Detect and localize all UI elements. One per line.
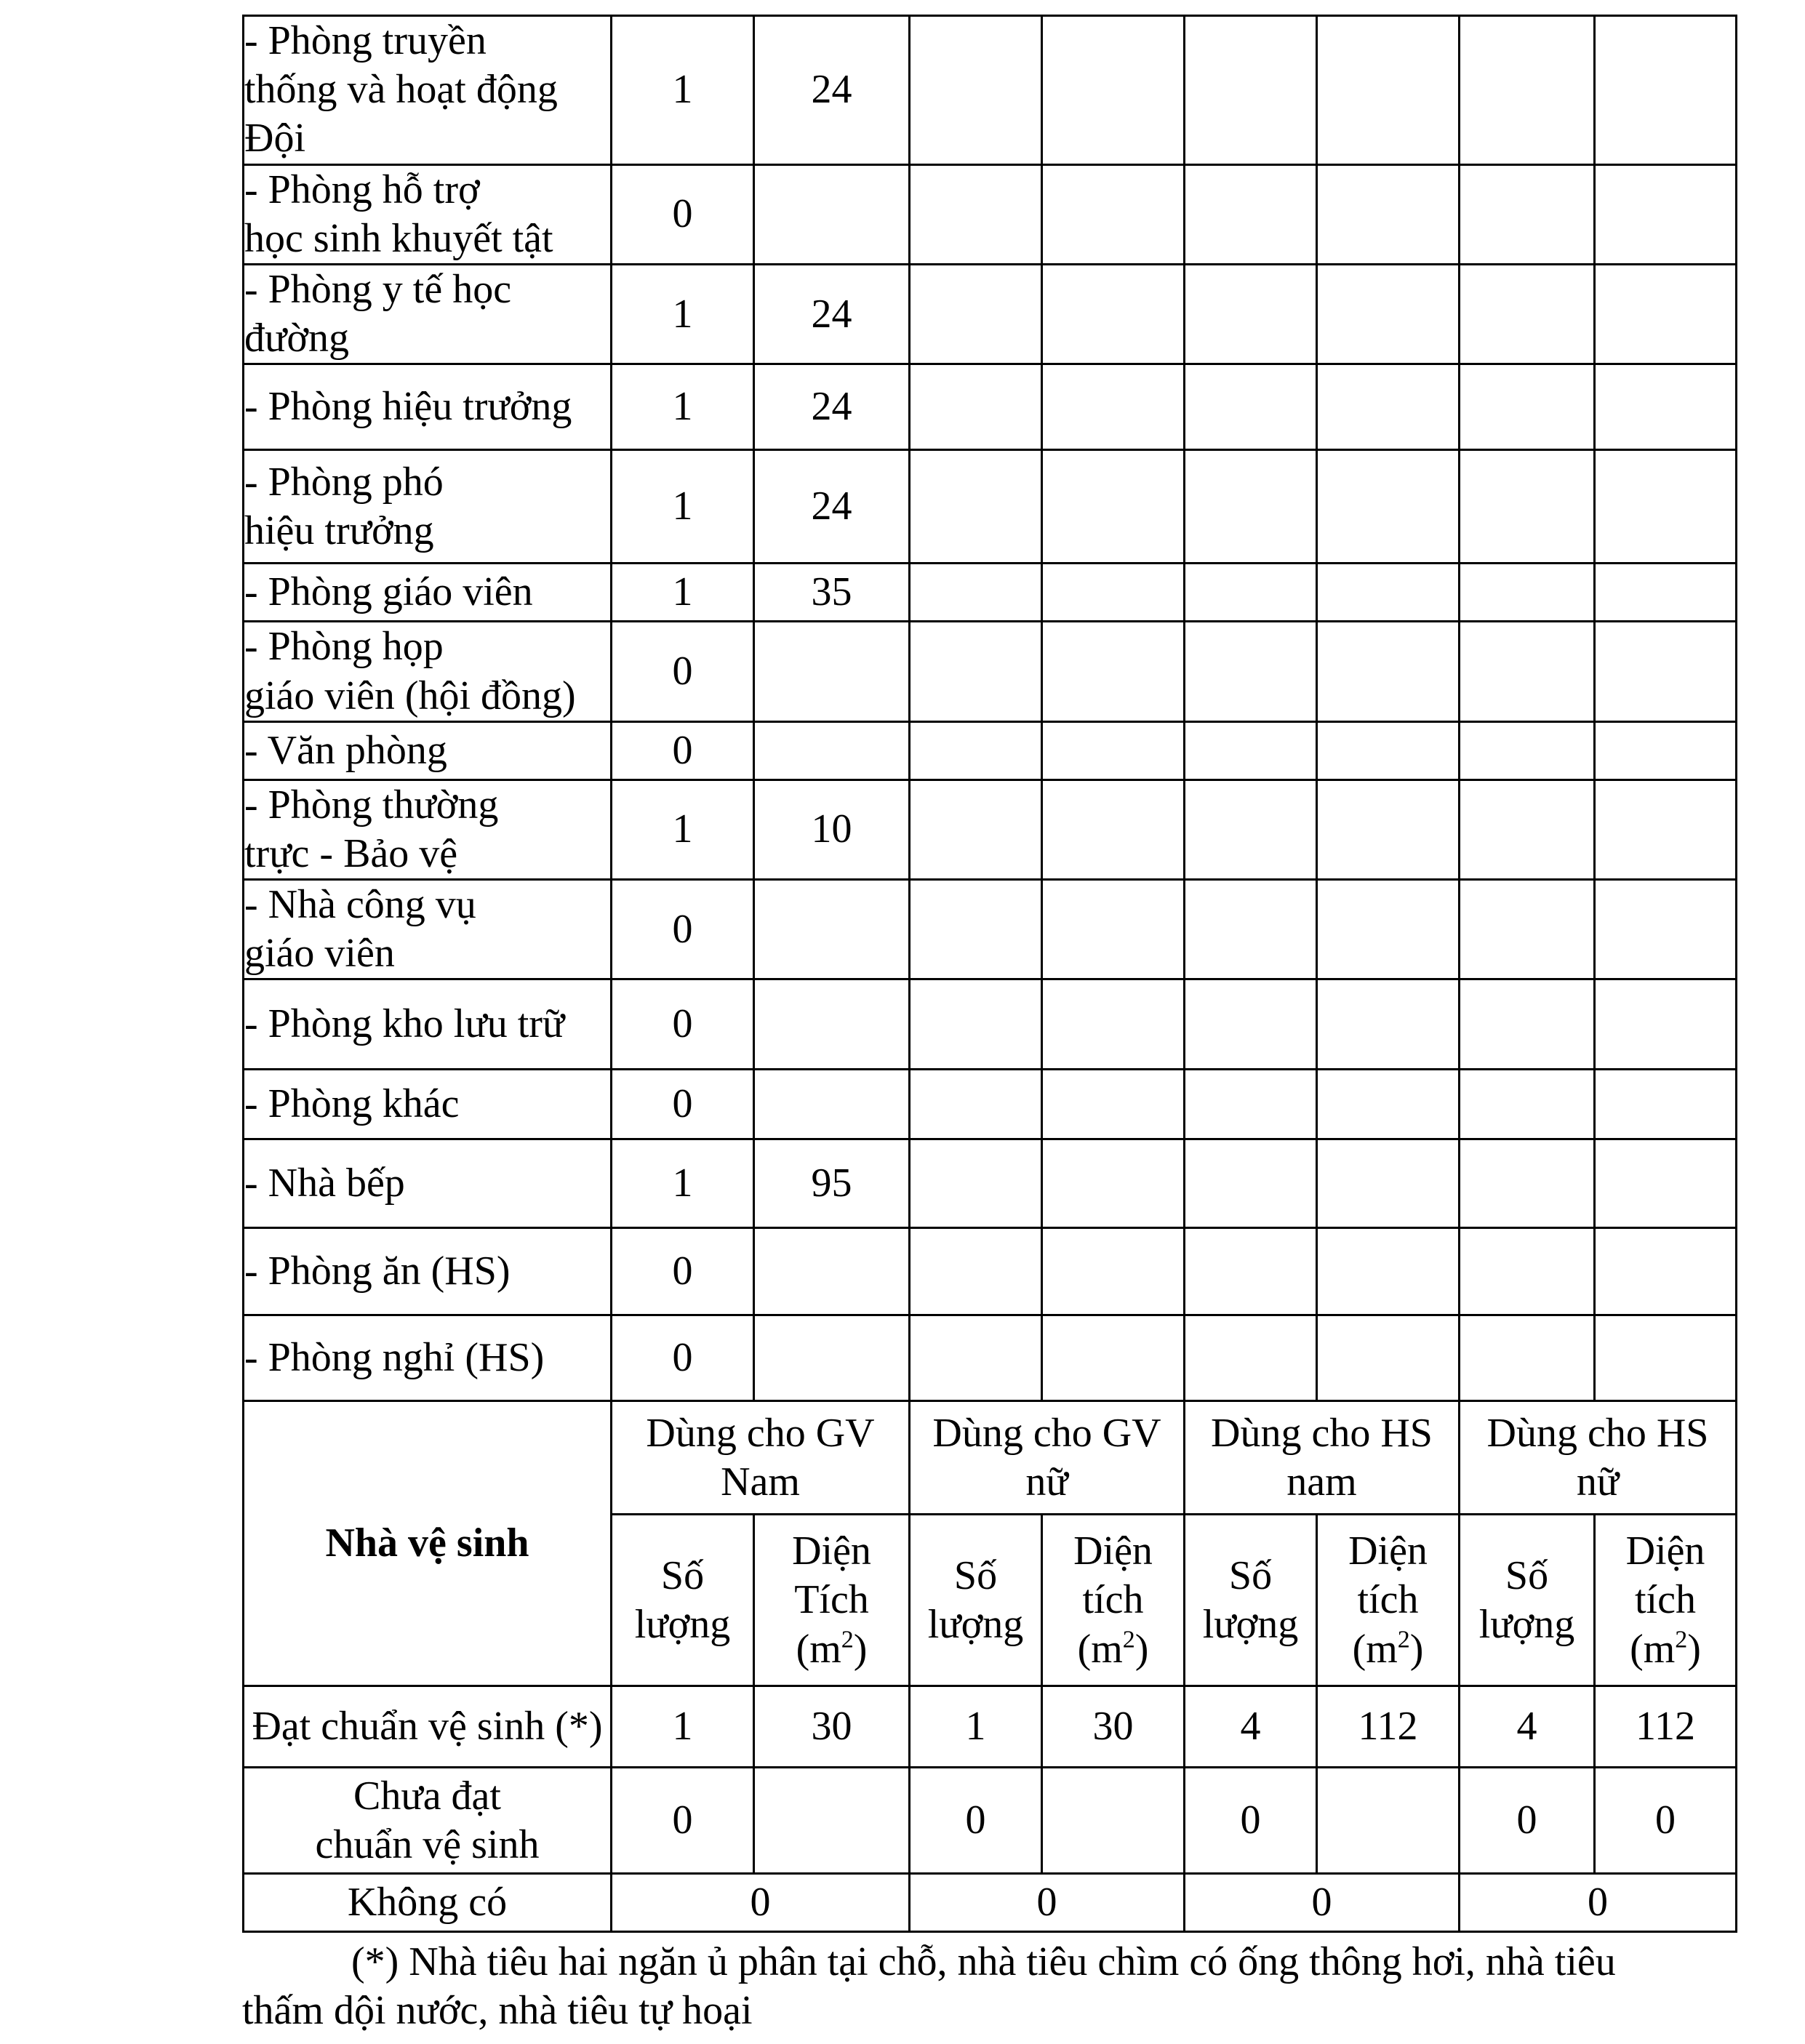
area-header: Diện Tích $(m^2)$ — [754, 1515, 910, 1686]
cell-value — [754, 1768, 910, 1874]
room-quantity: 0 — [612, 1070, 754, 1139]
cell-value: 112 — [1317, 1686, 1460, 1768]
cell-value: 30 — [754, 1686, 910, 1768]
empty-cell — [1042, 450, 1185, 564]
room-name: - Phòng phó hiệu trưởng — [244, 450, 612, 564]
empty-cell — [1042, 1315, 1185, 1401]
empty-cell — [1317, 1315, 1460, 1401]
empty-cell — [1042, 979, 1185, 1070]
group-header: Dùng cho HS nữ — [1460, 1401, 1737, 1515]
table-row — [244, 1228, 1737, 1315]
empty-cell — [1185, 164, 1317, 264]
qty-header: Số lượng — [1460, 1515, 1595, 1686]
empty-cell — [1185, 1228, 1317, 1315]
empty-cell — [1317, 450, 1460, 564]
empty-cell — [1185, 1070, 1317, 1139]
empty-cell — [1460, 622, 1595, 721]
empty-cell — [1460, 16, 1595, 165]
empty-cell — [910, 264, 1042, 364]
empty-cell — [1595, 779, 1737, 879]
empty-cell — [910, 880, 1042, 979]
empty-cell — [910, 1139, 1042, 1228]
table-row — [244, 1070, 1737, 1139]
empty-cell — [1317, 164, 1460, 264]
empty-cell — [1460, 721, 1595, 779]
cell-value — [1317, 1768, 1460, 1874]
cell-value: 4 — [1185, 1686, 1317, 1768]
room-name: - Phòng truyền thống và hoạt động Đội — [244, 16, 612, 165]
empty-cell — [1317, 264, 1460, 364]
empty-cell — [1460, 1315, 1595, 1401]
empty-cell — [1185, 564, 1317, 622]
empty-cell — [1042, 16, 1185, 165]
room-area — [754, 979, 910, 1070]
room-name: - Phòng họp giáo viên (hội đồng) — [244, 622, 612, 721]
empty-cell — [910, 564, 1042, 622]
empty-cell — [1595, 164, 1737, 264]
room-name: - Nhà bếp — [244, 1139, 612, 1228]
footnote — [242, 1938, 1755, 2035]
empty-cell — [1595, 16, 1737, 165]
empty-cell — [1460, 364, 1595, 450]
room-area — [754, 1228, 910, 1315]
empty-cell — [1595, 1139, 1737, 1228]
empty-cell — [1185, 721, 1317, 779]
empty-cell — [1042, 264, 1185, 364]
table-row — [244, 16, 1737, 165]
empty-cell — [910, 1228, 1042, 1315]
empty-cell — [1595, 1228, 1737, 1315]
cell-value: 1 — [910, 1686, 1042, 1768]
cell-value: 0 — [1595, 1768, 1737, 1874]
empty-cell — [1460, 164, 1595, 264]
room-quantity: 0 — [612, 979, 754, 1070]
empty-cell — [1042, 622, 1185, 721]
table-row — [244, 880, 1737, 979]
room-name: - Phòng kho lưu trữ — [244, 979, 612, 1070]
room-name: - Phòng thường trực - Bảo vệ — [244, 779, 612, 879]
toilet-title: Nhà vệ sinh — [244, 1401, 612, 1686]
table-row — [244, 1768, 1737, 1874]
empty-cell — [910, 1315, 1042, 1401]
room-quantity: 1 — [612, 564, 754, 622]
empty-cell — [1460, 779, 1595, 879]
row-label: Đạt chuẩn vệ sinh (*) — [244, 1686, 612, 1768]
empty-cell — [1460, 450, 1595, 564]
empty-cell — [910, 979, 1042, 1070]
empty-cell — [1042, 1139, 1185, 1228]
empty-cell — [1317, 1228, 1460, 1315]
room-quantity: 1 — [612, 450, 754, 564]
room-area: 24 — [754, 364, 910, 450]
empty-cell — [1460, 880, 1595, 979]
table-row — [244, 1874, 1737, 1932]
empty-cell — [1317, 779, 1460, 879]
room-name: - Phòng hiệu trưởng — [244, 364, 612, 450]
room-quantity: 1 — [612, 1139, 754, 1228]
qty-header: Số lượng — [1185, 1515, 1317, 1686]
empty-cell — [1317, 564, 1460, 622]
empty-cell — [1042, 364, 1185, 450]
empty-cell — [910, 622, 1042, 721]
empty-cell — [910, 364, 1042, 450]
empty-cell — [1042, 880, 1185, 979]
room-name: - Phòng giáo viên — [244, 564, 612, 622]
row-label: Không có — [244, 1874, 612, 1932]
table-row — [244, 622, 1737, 721]
empty-cell — [1595, 979, 1737, 1070]
empty-cell — [1595, 880, 1737, 979]
empty-cell — [1595, 364, 1737, 450]
room-area: 35 — [754, 564, 910, 622]
cell-value: 0 — [612, 1768, 754, 1874]
cell-value: 112 — [1595, 1686, 1737, 1768]
room-name: - Phòng nghỉ (HS) — [244, 1315, 612, 1401]
room-name: - Phòng hỗ trợ học sinh khuyết tật — [244, 164, 612, 264]
room-area: 95 — [754, 1139, 910, 1228]
empty-cell — [1317, 1070, 1460, 1139]
room-name: - Phòng khác — [244, 1070, 612, 1139]
cell-value — [1042, 1768, 1185, 1874]
empty-cell — [1460, 1228, 1595, 1315]
cell-value: 1 — [612, 1686, 754, 1768]
table-row — [244, 264, 1737, 364]
cell-value: 30 — [1042, 1686, 1185, 1768]
room-area — [754, 1070, 910, 1139]
room-quantity: 0 — [612, 1315, 754, 1401]
empty-cell — [1185, 264, 1317, 364]
table-row — [244, 979, 1737, 1070]
group-header: Dùng cho HS nam — [1185, 1401, 1460, 1515]
qty-header: Số lượng — [612, 1515, 754, 1686]
room-name: - Phòng y tế học đường — [244, 264, 612, 364]
empty-cell — [910, 164, 1042, 264]
empty-cell — [1317, 721, 1460, 779]
cell-value: 0 — [1460, 1874, 1737, 1932]
empty-cell — [1042, 1070, 1185, 1139]
table-row — [244, 450, 1737, 564]
table-row — [244, 564, 1737, 622]
empty-cell — [1185, 16, 1317, 165]
room-name: - Nhà công vụ giáo viên — [244, 880, 612, 979]
table-row — [244, 164, 1737, 264]
empty-cell — [1185, 880, 1317, 979]
room-area — [754, 164, 910, 264]
room-quantity: 1 — [612, 779, 754, 879]
empty-cell — [1317, 1139, 1460, 1228]
room-area: 24 — [754, 264, 910, 364]
empty-cell — [1595, 622, 1737, 721]
empty-cell — [1460, 264, 1595, 364]
table-row — [244, 364, 1737, 450]
room-quantity: 0 — [612, 880, 754, 979]
empty-cell — [1460, 564, 1595, 622]
area-header: Diện tích $(m^2)$ — [1317, 1515, 1460, 1686]
area-header: Diện tích $(m^2)$ — [1595, 1515, 1737, 1686]
empty-cell — [910, 16, 1042, 165]
cell-value: 0 — [910, 1768, 1042, 1874]
room-area — [754, 721, 910, 779]
empty-cell — [1185, 979, 1317, 1070]
room-name: - Văn phòng — [244, 721, 612, 779]
empty-cell — [1460, 1070, 1595, 1139]
table-row — [244, 1686, 1737, 1768]
row-label: Chưa đạt chuẩn vệ sinh — [244, 1768, 612, 1874]
room-area: 10 — [754, 779, 910, 879]
empty-cell — [1317, 622, 1460, 721]
empty-cell — [1595, 564, 1737, 622]
empty-cell — [1185, 364, 1317, 450]
table-row — [244, 1315, 1737, 1401]
table-row — [244, 1139, 1737, 1228]
empty-cell — [1042, 564, 1185, 622]
empty-cell — [1317, 364, 1460, 450]
empty-cell — [910, 1070, 1042, 1139]
room-quantity: 1 — [612, 264, 754, 364]
empty-cell — [1185, 1315, 1317, 1401]
table-row — [244, 721, 1737, 779]
cell-value: 0 — [1185, 1874, 1460, 1932]
empty-cell — [910, 450, 1042, 564]
empty-cell — [1185, 1139, 1317, 1228]
empty-cell — [1042, 164, 1185, 264]
room-quantity: 0 — [612, 622, 754, 721]
room-quantity: 1 — [612, 364, 754, 450]
empty-cell — [1185, 450, 1317, 564]
room-area — [754, 1315, 910, 1401]
room-area: 24 — [754, 450, 910, 564]
cell-value: 0 — [612, 1874, 910, 1932]
area-header: Diện tích $(m^2)$ — [1042, 1515, 1185, 1686]
room-area: 24 — [754, 16, 910, 165]
room-quantity: 0 — [612, 164, 754, 264]
facility-table — [242, 15, 1737, 1933]
cell-value: 0 — [1185, 1768, 1317, 1874]
empty-cell — [1317, 979, 1460, 1070]
room-quantity: 0 — [612, 1228, 754, 1315]
room-quantity: 1 — [612, 16, 754, 165]
footnote-line: thấm dội nước, nhà tiêu tự hoại — [242, 1988, 753, 2034]
room-quantity: 0 — [612, 721, 754, 779]
cell-value: 0 — [1460, 1768, 1595, 1874]
empty-cell — [1042, 1228, 1185, 1315]
empty-cell — [1185, 622, 1317, 721]
room-area — [754, 622, 910, 721]
cell-value: 0 — [910, 1874, 1185, 1932]
group-header: Dùng cho GV Nam — [612, 1401, 910, 1515]
empty-cell — [1595, 721, 1737, 779]
empty-cell — [1317, 16, 1460, 165]
empty-cell — [1595, 1070, 1737, 1139]
empty-cell — [1460, 1139, 1595, 1228]
footnote-line: (*) Nhà tiêu hai ngăn ủ phân tại chỗ, nhà tiêu chìm có ống thông hơi, nhà tiêu — [351, 1939, 1616, 1984]
empty-cell — [1460, 979, 1595, 1070]
empty-cell — [1595, 264, 1737, 364]
cell-value: 4 — [1460, 1686, 1595, 1768]
empty-cell — [910, 721, 1042, 779]
empty-cell — [1595, 1315, 1737, 1401]
empty-cell — [1595, 450, 1737, 564]
empty-cell — [910, 779, 1042, 879]
room-name: - Phòng ăn (HS) — [244, 1228, 612, 1315]
empty-cell — [1185, 779, 1317, 879]
qty-header: Số lượng — [910, 1515, 1042, 1686]
empty-cell — [1042, 779, 1185, 879]
empty-cell — [1317, 880, 1460, 979]
room-area — [754, 880, 910, 979]
group-header: Dùng cho GV nữ — [910, 1401, 1185, 1515]
empty-cell — [1042, 721, 1185, 779]
table-row — [244, 779, 1737, 879]
